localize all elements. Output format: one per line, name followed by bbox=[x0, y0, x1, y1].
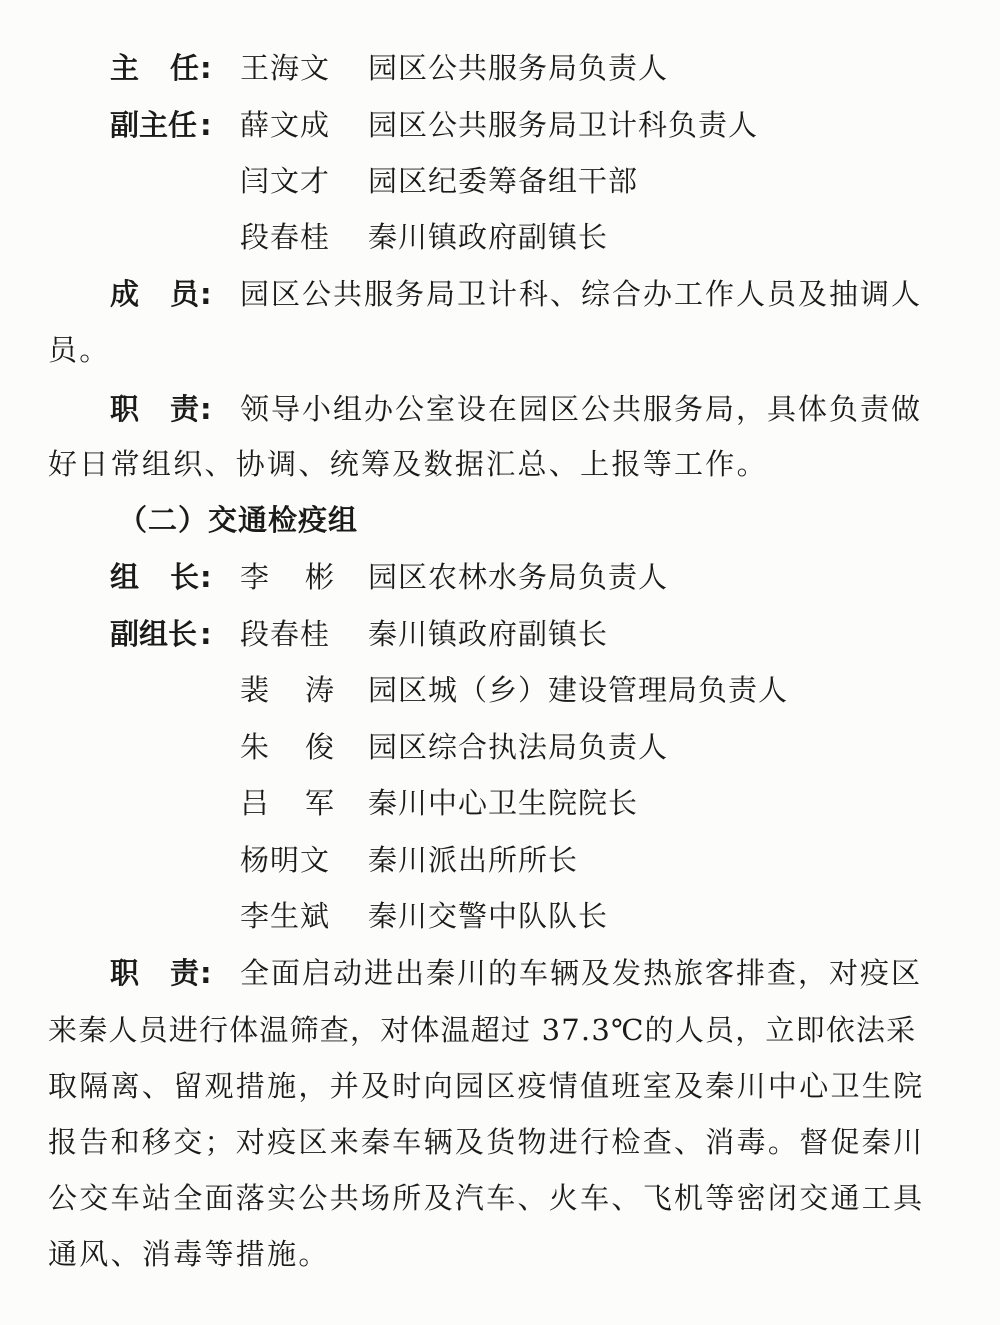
leader-colon: : bbox=[200, 560, 212, 594]
deputy-title: 园区纪委筹备组干部 bbox=[368, 164, 639, 198]
vice-leader-name-b: 军 bbox=[305, 786, 335, 820]
vice-leader-title: 园区城（乡）建设管理局负责人 bbox=[368, 673, 789, 707]
duty2-text-line1: 全面启动进出秦川的车辆及发热旅客排查，对疫区 bbox=[240, 956, 923, 990]
deputy-director-colon: : bbox=[200, 108, 212, 142]
leader-title: 园区农林水务局负责人 bbox=[368, 560, 669, 594]
director-colon: : bbox=[200, 51, 212, 85]
director-label-b: 任 bbox=[170, 51, 200, 85]
leader-label-a: 组 bbox=[110, 560, 140, 594]
director-name: 王海文 bbox=[240, 51, 331, 85]
duty2-label-a: 职 bbox=[110, 956, 140, 990]
deputy-title: 秦川镇政府副镇长 bbox=[368, 220, 609, 254]
duty1-text-line2: 好日常组织、协调、统筹及数据汇总、上报等工作。 bbox=[48, 447, 768, 481]
section-heading: （二）交通检疫组 bbox=[118, 503, 359, 537]
vice-leader-title: 秦川派出所所长 bbox=[368, 843, 579, 877]
vice-leader-title: 秦川中心卫生院院长 bbox=[368, 786, 639, 820]
duty2-colon: : bbox=[200, 956, 212, 990]
duty2-label-b: 责 bbox=[170, 956, 200, 990]
duty2-text-line2: 来秦人员进行体温筛查，对体温超过 37.3℃的人员，立即依法采 bbox=[48, 1013, 917, 1047]
duty2-text-line4: 报告和移交；对疫区来秦车辆及货物进行检查、消毒。督促秦川 bbox=[48, 1125, 925, 1159]
duty1-text-line1: 领导小组办公室设在园区公共服务局，具体负责做 bbox=[240, 392, 923, 426]
vice-leader-name-b: 涛 bbox=[305, 673, 335, 707]
leader-label-b: 长 bbox=[170, 560, 200, 594]
vice-leader-title: 园区综合执法局负责人 bbox=[368, 730, 669, 764]
vice-leader-title: 秦川镇政府副镇长 bbox=[368, 617, 609, 651]
deputy-title: 园区公共服务局卫计科负责人 bbox=[368, 108, 759, 142]
duty1-label-a: 职 bbox=[110, 392, 140, 426]
members-text-line1: 园区公共服务局卫计科、综合办工作人员及抽调人 bbox=[240, 277, 923, 311]
leader-name-b: 彬 bbox=[305, 560, 335, 594]
members-label-a: 成 bbox=[110, 277, 140, 311]
vice-leader-name-a: 朱 bbox=[240, 730, 270, 764]
deputy-name: 段春桂 bbox=[240, 220, 331, 254]
vice-leader-colon: : bbox=[200, 617, 212, 651]
members-label-b: 员 bbox=[170, 277, 200, 311]
deputy-director-label: 副主任 bbox=[110, 108, 198, 142]
director-label-a: 主 bbox=[110, 51, 140, 85]
vice-leader-name-a: 裴 bbox=[240, 673, 270, 707]
leader-name-a: 李 bbox=[240, 560, 270, 594]
deputy-name: 薛文成 bbox=[240, 108, 331, 142]
vice-leader-label: 副组长 bbox=[110, 617, 198, 651]
duty2-text-line5: 公交车站全面落实公共场所及汽车、火车、飞机等密闭交通工具 bbox=[48, 1181, 925, 1215]
deputy-name: 闫文才 bbox=[240, 164, 331, 198]
vice-leader-name-a: 吕 bbox=[240, 786, 270, 820]
vice-leader-title: 秦川交警中队队长 bbox=[368, 899, 609, 933]
vice-leader-name: 段春桂 bbox=[240, 617, 331, 651]
director-title: 园区公共服务局负责人 bbox=[368, 51, 669, 85]
vice-leader-name-b: 俊 bbox=[305, 730, 335, 764]
members-colon: : bbox=[200, 277, 212, 311]
duty1-colon: : bbox=[200, 392, 212, 426]
duty1-label-b: 责 bbox=[170, 392, 200, 426]
duty2-text-line6: 通风、消毒等措施。 bbox=[48, 1237, 330, 1271]
duty2-text-line3: 取隔离、留观措施，并及时向园区疫情值班室及秦川中心卫生院 bbox=[48, 1069, 925, 1103]
members-text-line2: 员。 bbox=[48, 333, 111, 367]
vice-leader-name: 杨明文 bbox=[240, 843, 331, 877]
vice-leader-name: 李生斌 bbox=[240, 899, 331, 933]
